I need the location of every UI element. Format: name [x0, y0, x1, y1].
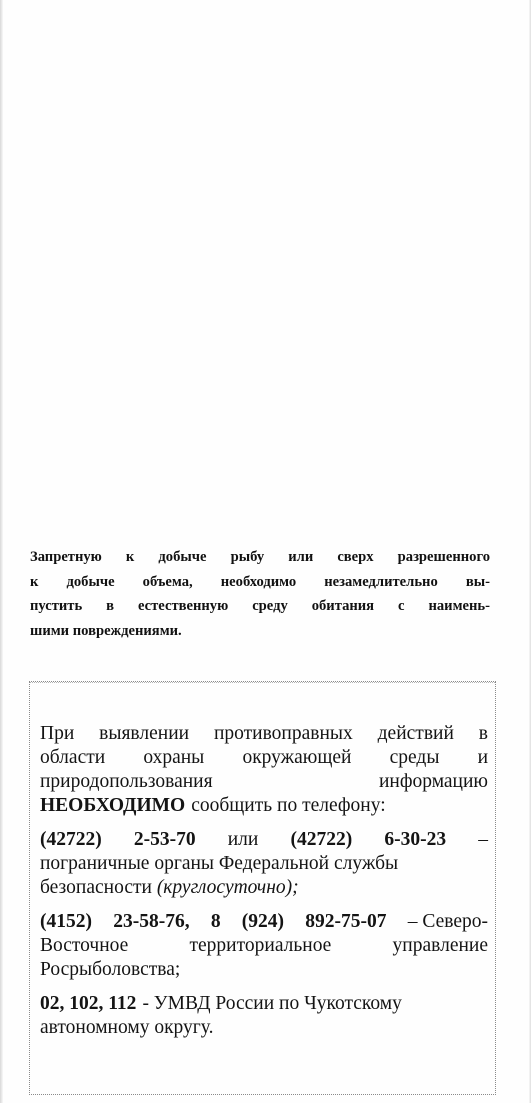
border-guard-contact: [40, 828, 488, 900]
intro-line: При выявлении противоправных действий в: [40, 723, 488, 744]
phone-code: (924): [241, 911, 285, 932]
notice-line: Запретную к добыче рыбу или сверх разрешенного: [30, 549, 490, 565]
fisheries-agency: Росрыболовства;: [40, 959, 181, 980]
border-guard-hours: безопасности (круглосуточно);: [40, 877, 299, 898]
police-phones: 02, 102, 112 - УМВД России по Чукотскому: [40, 993, 402, 1014]
intro-line: природопользования информацию: [40, 771, 488, 792]
phone-number: 892-75-07: [305, 911, 387, 932]
phone-number: 2-53-70: [133, 829, 196, 850]
fish-release-notice: [30, 545, 490, 643]
phone-prefix: 8: [210, 911, 221, 932]
notice-line: пустить в естественную среду обитания с наимень-: [30, 598, 490, 614]
emergency-numbers: 02, 102, 112: [40, 993, 137, 1014]
fisheries-phones: (4152) 23-58-76, 8 (924) 892-75-07 – Северо-: [40, 911, 488, 932]
intro-line: НЕОБХОДИМО сообщить по телефону:: [40, 795, 386, 816]
border-guard-name: пограничные органы Федеральной службы: [40, 853, 399, 874]
phone-number: 6-30-23: [384, 829, 447, 850]
intro-paragraph: [40, 722, 488, 818]
police-contact: [40, 992, 488, 1040]
fisheries-contact: [40, 910, 488, 982]
phone-code: (4152): [40, 911, 92, 932]
notice-line: к добыче объема, необходимо незамедлительно вы-: [30, 573, 490, 590]
phone-number: 23-58-76,: [113, 911, 190, 932]
necessary-emphasis: НЕОБХОДИМО: [40, 795, 186, 816]
phone-code: (42722): [290, 829, 353, 850]
intro-line: области охраны окружающей среды и: [40, 747, 488, 768]
fisheries-name: Восточное территориальное управление: [40, 935, 488, 956]
scan-edge-left: [0, 0, 3, 1103]
contact-info-content: [40, 722, 488, 1050]
around-the-clock-note: (круглосуточно);: [156, 877, 299, 898]
phone-code: (42722): [40, 829, 102, 850]
border-guard-phones: (42722) 2-53-70 или (42722) 6-30-23 –: [40, 829, 488, 850]
police-region: автономному округу.: [40, 1017, 214, 1038]
notice-line: шими повреждениями.: [30, 622, 182, 639]
